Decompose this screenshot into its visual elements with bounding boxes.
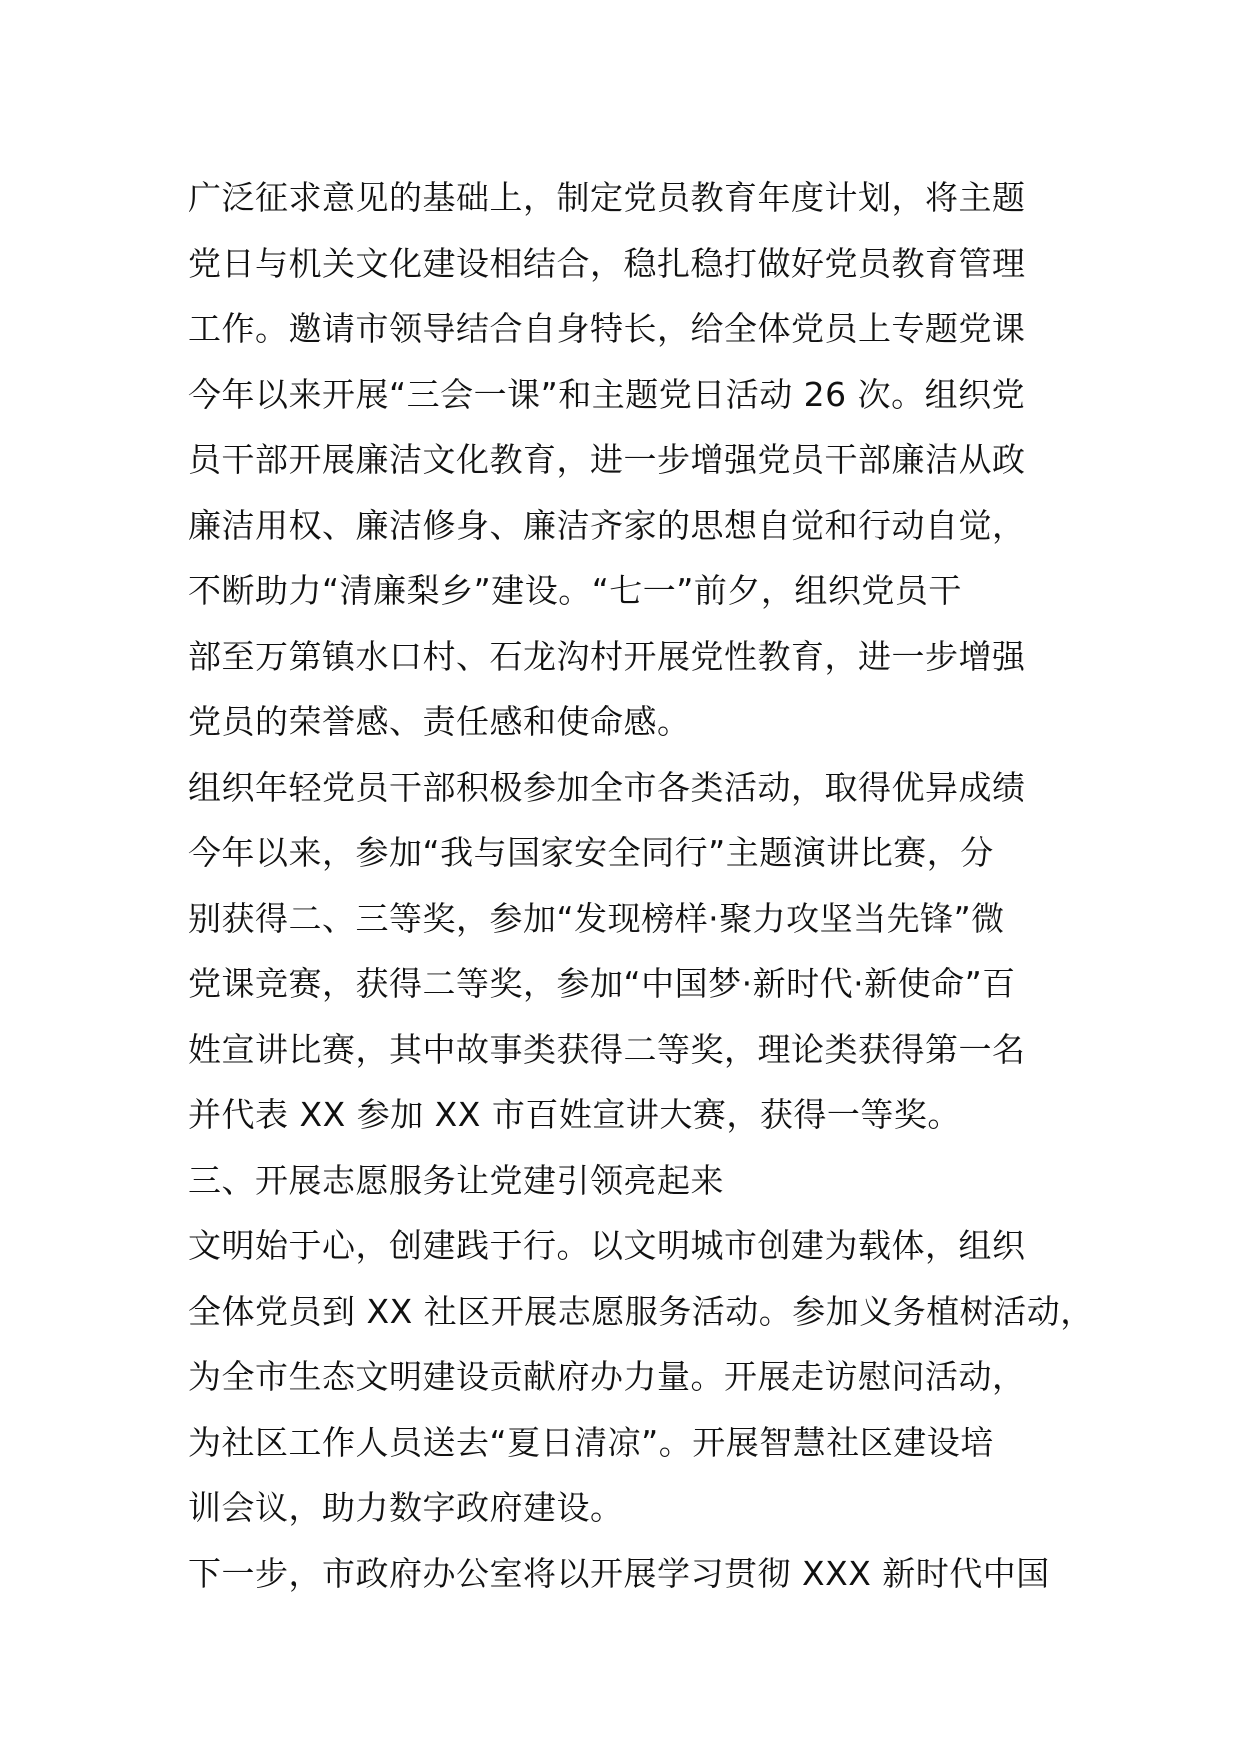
text-line: 今年以来，参加“我与国家安全同行”主题演讲比赛，分 xyxy=(188,833,994,872)
document-body xyxy=(188,165,1094,1606)
text-line: 工作。邀请市领导结合自身特长，给全体党员上专题党课 xyxy=(188,309,1026,348)
text-line: 今年以来开展“三会一课”和主题党日活动 26 次。组织党 xyxy=(188,374,1026,414)
text-line: 组织年轻党员干部积极参加全市各类活动，取得优异成绩 xyxy=(188,767,1026,807)
text-line: 下一步，市政府办公室将以开展学习贯彻 XXX 新时代中国 xyxy=(188,1553,1050,1593)
text-line: 党日与机关文化建设相结合，稳扎稳打做好党员教育管理 xyxy=(188,243,1026,283)
section-heading: 三、开展志愿服务让党建引领亮起来 xyxy=(188,1160,724,1200)
text-line: 别获得二、三等奖，参加“发现榜样·聚力攻坚当先锋”微 xyxy=(188,898,1005,938)
text-line: 广泛征求意见的基础上，制定党员教育年度计划，将主题 xyxy=(188,178,1026,217)
text-line: 并代表 XX 参加 XX 市百姓宣讲大赛，获得一等奖。 xyxy=(188,1095,961,1134)
text-line: 党员的荣誉感、责任感和使命感。 xyxy=(188,702,691,741)
text-line: 为全市生态文明建设贡献府办力量。开展走访慰问活动， xyxy=(188,1357,1026,1396)
text-line: 员干部开展廉洁文化教育，进一步增强党员干部廉洁从政 xyxy=(188,440,1026,479)
text-line: 部至万第镇水口村、石龙沟村开展党性教育，进一步增强 xyxy=(188,636,1026,676)
text-line: 姓宣讲比赛，其中故事类获得二等奖，理论类获得第一名 xyxy=(188,1029,1026,1069)
text-line: 党课竞赛，获得二等奖，参加“中国梦·新时代·新使命”百 xyxy=(188,964,1016,1003)
text-line: 不断助力“清廉梨乡”建设。“七一”前夕，组织党员干 xyxy=(188,571,962,610)
text-line: 廉洁用权、廉洁修身、廉洁齐家的思想自觉和行动自觉， xyxy=(188,505,1026,545)
text-line: 文明始于心，创建践于行。以文明城市创建为载体，组织 xyxy=(188,1226,1026,1265)
text-line: 全体党员到 XX 社区开展志愿服务活动。参加义务植树活动， xyxy=(188,1291,1094,1331)
text-line: 训会议，助力数字政府建设。 xyxy=(188,1488,624,1527)
text-line: 为社区工作人员送去“夏日清凉”。开展智慧社区建设培 xyxy=(188,1422,994,1462)
